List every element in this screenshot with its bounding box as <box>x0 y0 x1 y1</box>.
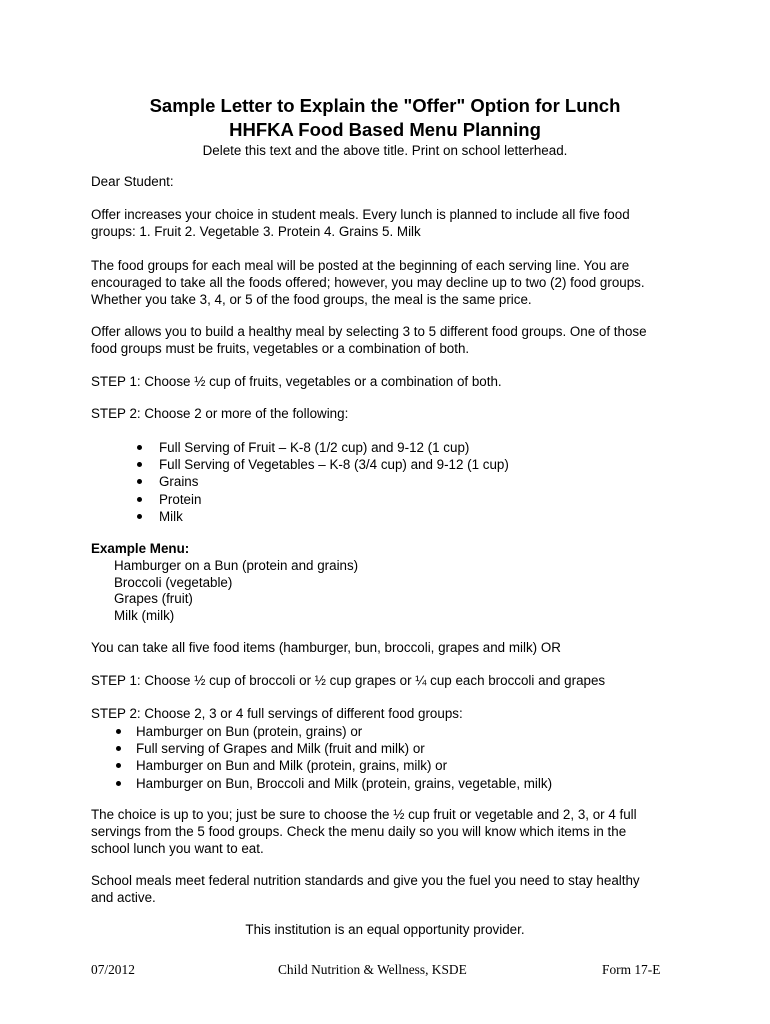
menu-item: Hamburger on a Bun (protein and grains) <box>114 558 359 573</box>
page-subtitle: HHFKA Food Based Menu Planning <box>229 119 541 140</box>
paragraph-line: servings from the 5 food groups. Check the menu daily so you will know which items in the <box>91 823 627 839</box>
list-item <box>159 508 509 525</box>
bullet-icon <box>137 514 142 519</box>
list-item-text: Hamburger on Bun and Milk (protein, grains, milk) or <box>136 758 448 774</box>
page-title: Sample Letter to Explain the "Offer" Option for Lunch <box>149 95 621 116</box>
paragraph-line: Offer allows you to build a healthy meal by selecting 3 to 5 different food groups. One of those <box>91 324 647 339</box>
list-item <box>136 775 552 792</box>
list-item <box>159 491 509 508</box>
footer-organization: Child Nutrition & Wellness, KSDE <box>278 962 467 977</box>
menu-item: Grapes (fruit) <box>114 591 193 607</box>
list-item-text: Protein <box>159 491 202 507</box>
list-item <box>136 757 552 774</box>
bullet-icon <box>137 445 142 450</box>
list-item <box>136 740 552 757</box>
footer-date: 07/2012 <box>91 962 135 977</box>
list-item-text: Full Serving of Vegetables – K-8 (3/4 cup) and 9-12 (1 cup) <box>159 457 509 473</box>
take-all-text: You can take all five food items (hamburger, bun, broccoli, grapes and milk) OR <box>91 640 561 655</box>
list-item-text: Grains <box>159 474 199 490</box>
instruction-note: Delete this text and the above title. Print on school letterhead. <box>202 143 568 158</box>
equal-opportunity-statement: This institution is an equal opportunity provider. <box>245 922 525 937</box>
paragraph-line: encouraged to take all the foods offered; however, you may decline up to two (2) food groups. <box>91 274 645 290</box>
paragraph-line: School meals meet federal nutrition standards and give you the fuel you need to stay healthy <box>91 873 640 888</box>
example-step1-text: STEP 1: Choose ½ cup of broccoli or ½ cup grapes or ¼ cup each broccoli and grapes <box>91 673 606 688</box>
paragraph-line: school lunch you want to eat. <box>91 840 264 856</box>
step1-text: STEP 1: Choose ½ cup of fruits, vegetables or a combination of both. <box>91 374 502 389</box>
list-item <box>159 439 509 456</box>
bullet-icon <box>116 781 121 786</box>
paragraph-build-meal <box>91 324 691 358</box>
bullet-icon <box>137 497 142 502</box>
paragraph-nutrition <box>91 873 691 907</box>
example-menu-heading: Example Menu: <box>91 541 190 556</box>
bullet-icon <box>116 746 121 751</box>
menu-item: Broccoli (vegetable) <box>114 574 233 590</box>
paragraph-line: Whether you take 3, 4, or 5 of the food groups, the meal is the same price. <box>91 291 532 307</box>
list-item-text: Hamburger on Bun, Broccoli and Milk (protein, grains, vegetable, milk) <box>136 775 553 791</box>
bullet-icon <box>116 763 121 768</box>
paragraph-line: food groups must be fruits, vegetables or a combination of both. <box>91 340 470 356</box>
step2-options-list <box>159 439 509 525</box>
list-item-text: Full serving of Grapes and Milk (fruit and milk) or <box>136 741 425 757</box>
example-step2-list <box>136 723 552 792</box>
bullet-icon <box>137 462 142 467</box>
footer-form-number: Form 17-E <box>602 962 661 977</box>
list-item-text: Milk <box>159 508 183 524</box>
list-item <box>159 456 509 473</box>
paragraph-line: The food groups for each meal will be posted at the beginning of each serving line. You are <box>91 258 630 273</box>
example-menu-list <box>114 558 358 624</box>
paragraph-food-groups <box>91 258 691 308</box>
list-item-text: Hamburger on Bun (protein, grains) or <box>136 724 363 739</box>
example-step2-text: STEP 2: Choose 2, 3 or 4 full servings of different food groups: <box>91 706 463 721</box>
list-item-text: Full Serving of Fruit – K-8 (1/2 cup) and 9-12 (1 cup) <box>159 440 470 455</box>
list-item <box>159 473 509 490</box>
bullet-icon <box>116 729 121 734</box>
paragraph-line: groups: 1. Fruit 2. Vegetable 3. Protein 4. Grains 5. Milk <box>91 223 421 239</box>
step2-text: STEP 2: Choose 2 or more of the following: <box>91 406 349 421</box>
menu-item: Milk (milk) <box>114 607 175 623</box>
list-item <box>136 723 552 740</box>
paragraph-line: and active. <box>91 889 156 905</box>
bullet-icon <box>137 479 142 484</box>
salutation: Dear Student: <box>91 174 174 189</box>
paragraph-offer <box>91 207 691 241</box>
paragraph-choice <box>91 807 691 857</box>
paragraph-line: The choice is up to you; just be sure to choose the ½ cup fruit or vegetable and 2, 3, or 4 full <box>91 807 637 822</box>
paragraph-line: Offer increases your choice in student meals. Every lunch is planned to include all five food <box>91 207 630 222</box>
